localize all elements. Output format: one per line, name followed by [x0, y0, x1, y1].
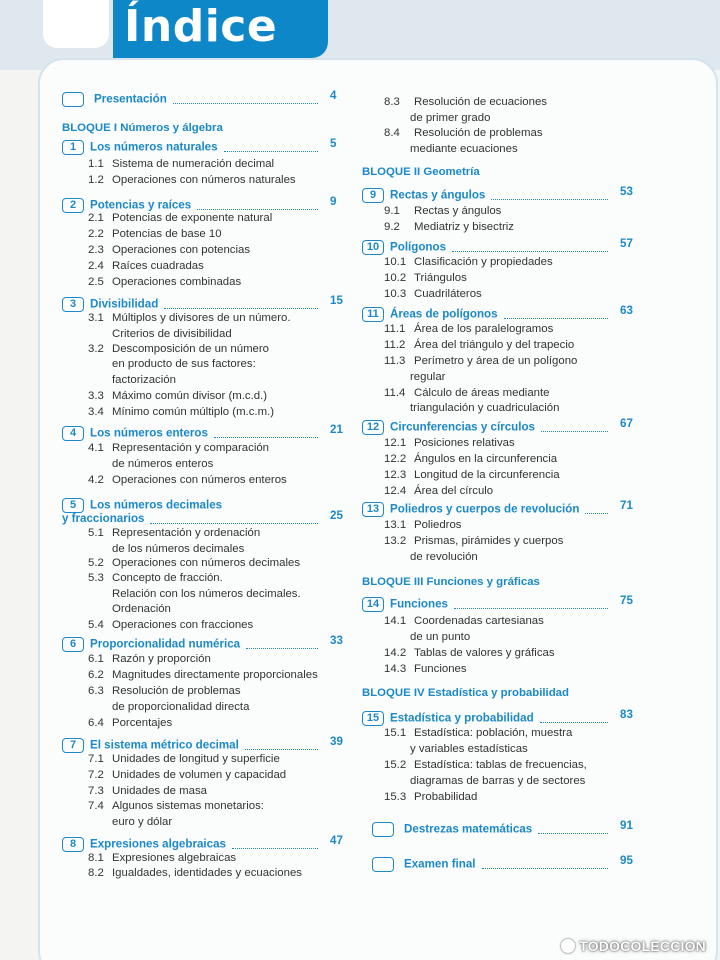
section-number: 2.2 — [88, 228, 104, 240]
section-number: 5.1 — [88, 527, 104, 539]
toc-section-continuation: de revolución — [410, 551, 478, 563]
toc-chapter-link[interactable] — [62, 512, 144, 525]
toc-section-continuation: Ordenación — [112, 603, 171, 615]
section-number: 13.2 — [384, 535, 407, 547]
section-title: Probabilidad — [414, 791, 478, 803]
section-number: 4.1 — [88, 442, 104, 454]
chapter-number-badge: 9 — [362, 188, 384, 203]
section-number: 3.4 — [88, 406, 104, 418]
page-number: 39 — [330, 735, 343, 748]
toc-section-continuation: mediante ecuaciones — [410, 143, 518, 155]
section-number: 6.4 — [88, 717, 104, 729]
toc-section — [384, 221, 514, 233]
section-title: Mediatriz y bisectriz — [414, 221, 515, 233]
toc-section — [384, 339, 574, 351]
section-title: Potencias de exponente natural — [112, 212, 273, 224]
toc-section — [88, 343, 269, 355]
section-title: Prismas, pirámides y cuerpos — [414, 535, 564, 547]
chapter-title: Los números enteros — [90, 426, 208, 440]
section-title: Sistema de numeración decimal — [112, 158, 275, 170]
section-title: Funciones — [414, 663, 467, 675]
section-title: Igualdades, identidades y ecuaciones — [112, 867, 302, 879]
section-title: Raíces cuadradas — [112, 260, 204, 272]
section-title: Perímetro y área de un polígono — [414, 355, 578, 367]
page-number: 75 — [620, 594, 633, 607]
section-title: Mínimo común múltiplo (m.c.m.) — [112, 406, 275, 418]
toc-section — [88, 276, 241, 288]
page-number: 71 — [620, 499, 633, 512]
leader-dots — [482, 868, 608, 869]
section-title: Concepto de fracción. — [112, 572, 223, 584]
toc-section — [384, 453, 557, 465]
chapter-number-badge: 14 — [362, 597, 384, 612]
section-title: Rectas y ángulos — [414, 205, 502, 217]
toc-chapter-link[interactable] — [62, 426, 208, 441]
section-number: 2.5 — [88, 276, 104, 288]
chapter-badge-empty — [372, 822, 394, 837]
leader-dots — [173, 103, 318, 104]
page-number: 15 — [330, 294, 343, 307]
section-number: 9.2 — [384, 221, 400, 233]
section-title: Unidades de volumen y capacidad — [112, 769, 287, 781]
toc-section-continuation: de un punto — [410, 631, 471, 643]
toc-chapter-link[interactable] — [62, 297, 158, 312]
section-number: 2.4 — [88, 260, 104, 272]
toc-section — [384, 615, 544, 627]
page-number: 95 — [620, 854, 633, 867]
section-title: Algunos sistemas monetarios: — [112, 800, 264, 812]
toc-section — [88, 390, 267, 402]
toc-section — [384, 791, 477, 803]
chapter-number-badge: 15 — [362, 711, 384, 726]
section-title: Área de los paralelogramos — [414, 323, 554, 335]
section-number: 10.3 — [384, 288, 407, 300]
chapter-number-badge: 4 — [62, 426, 84, 441]
section-title: Expresiones algebraicas — [112, 852, 237, 864]
toc-section-continuation: en producto de sus factores: — [112, 358, 256, 370]
bloque-heading: BLOQUE III Funciones y gráficas — [362, 576, 540, 588]
chapter-title: Destrezas matemáticas — [404, 822, 533, 836]
page-number: 21 — [330, 423, 343, 436]
leader-dots — [214, 437, 318, 438]
toc-section — [384, 437, 515, 449]
section-number: 7.3 — [88, 785, 104, 797]
section-title: Estadística: tablas de frecuencias, — [414, 759, 587, 771]
toc-section — [384, 663, 467, 675]
leader-dots — [452, 251, 608, 252]
section-title: Triángulos — [414, 272, 467, 284]
chapter-title: Los números naturales — [90, 140, 218, 154]
toc-section — [384, 469, 560, 481]
section-number: 14.3 — [384, 663, 407, 675]
page-title: Índice — [124, 1, 278, 52]
toc-chapter-link[interactable] — [62, 198, 191, 213]
chapter-title: Rectas y ángulos — [390, 188, 486, 202]
section-title: Operaciones con fracciones — [112, 619, 254, 631]
chapter-title: Áreas de polígonos — [390, 307, 498, 321]
watermark-text: TODOCOLECCION — [579, 938, 706, 954]
section-title: Coordenadas cartesianas — [414, 615, 544, 627]
toc-section — [88, 442, 269, 454]
leader-dots — [224, 151, 318, 152]
toc-section — [88, 653, 211, 665]
chapter-badge-empty — [372, 857, 394, 872]
chapter-title: Expresiones algebraicas — [90, 837, 226, 851]
section-title: Razón y proporción — [112, 653, 211, 665]
section-number: 6.1 — [88, 653, 104, 665]
chapter-number-badge: 12 — [362, 420, 384, 435]
chapter-title: Polígonos — [390, 240, 447, 254]
page-number: 9 — [330, 195, 337, 208]
section-number: 11.1 — [384, 323, 406, 335]
section-number: 4.2 — [88, 474, 104, 486]
header-tab — [43, 0, 109, 48]
toc-section — [384, 387, 550, 399]
section-title: Operaciones combinadas — [112, 276, 242, 288]
section-number: 10.2 — [384, 272, 407, 284]
chapter-title: Examen final — [404, 857, 476, 871]
section-title: Operaciones con potencias — [112, 244, 251, 256]
chapter-badge-empty — [62, 92, 84, 107]
page-number: 4 — [330, 89, 337, 102]
section-number: 8.1 — [88, 852, 104, 864]
toc-section — [88, 572, 223, 584]
bloque-heading: BLOQUE I Números y álgebra — [62, 122, 223, 134]
watermark-logo-icon — [561, 939, 575, 953]
chapter-number-badge: 3 — [62, 297, 84, 312]
toc-section-continuation: de números enteros — [112, 458, 214, 470]
toc-section — [384, 96, 547, 108]
bloque-heading: BLOQUE II Geometría — [362, 166, 480, 178]
section-number: 14.1 — [384, 615, 407, 627]
section-title: Operaciones con números enteros — [112, 474, 287, 486]
toc-section — [384, 288, 482, 300]
section-title: Área del triángulo y del trapecio — [414, 339, 575, 351]
section-number: 8.2 — [88, 867, 104, 879]
page-number: 67 — [620, 417, 633, 430]
leader-dots — [245, 749, 318, 750]
page-number: 53 — [620, 185, 633, 198]
page-number: 57 — [620, 237, 633, 250]
section-number: 5.2 — [88, 557, 104, 569]
toc-chapter-link[interactable] — [362, 597, 448, 612]
section-number: 12.3 — [384, 469, 407, 481]
chapter-title: Estadística y probabilidad — [390, 711, 534, 725]
toc-section — [384, 127, 543, 139]
section-number: 3.1 — [88, 312, 104, 324]
toc-section — [88, 260, 204, 272]
section-number: 10.1 — [384, 256, 407, 268]
toc-section — [88, 228, 222, 240]
toc-section-continuation: Relación con los números decimales. — [112, 588, 301, 600]
toc-section-continuation: triangulación y cuadriculación — [410, 402, 560, 414]
leader-dots — [491, 199, 608, 200]
chapter-number-badge: 8 — [62, 837, 84, 852]
toc-section — [88, 158, 274, 170]
toc-section — [384, 535, 563, 547]
section-title: Resolución de ecuaciones — [414, 96, 547, 108]
toc-section — [88, 527, 260, 539]
toc-chapter-link[interactable] — [362, 307, 498, 322]
section-number: 5.4 — [88, 619, 104, 631]
toc-section — [384, 727, 572, 739]
section-title: Tablas de valores y gráficas — [414, 647, 555, 659]
toc-chapter-link[interactable] — [362, 711, 534, 726]
chapter-title: Circunferencias y círculos — [390, 420, 535, 434]
section-title: Resolución de problemas — [414, 127, 543, 139]
toc-section — [88, 867, 302, 879]
section-title: Descomposición de un número — [112, 343, 270, 355]
toc-chapter-link[interactable] — [62, 92, 167, 107]
toc-section — [88, 800, 264, 812]
toc-section — [88, 619, 253, 631]
leader-dots — [541, 431, 608, 432]
section-title: Longitud de la circunferencia — [414, 469, 560, 481]
toc-section — [88, 244, 250, 256]
chapter-number-badge: 2 — [62, 198, 84, 213]
leader-dots — [150, 523, 318, 524]
toc-section-continuation: de los números decimales — [112, 543, 245, 555]
section-number: 14.2 — [384, 647, 407, 659]
section-number: 9.1 — [384, 205, 400, 217]
chapter-title: Funciones — [390, 597, 448, 611]
section-number: 15.3 — [384, 791, 407, 803]
toc-chapter-link[interactable] — [362, 502, 579, 517]
leader-dots — [585, 513, 608, 514]
chapter-number-badge: 13 — [362, 502, 384, 517]
section-number: 5.3 — [88, 572, 104, 584]
toc-chapter-link[interactable] — [62, 498, 222, 513]
section-title: Operaciones con números decimales — [112, 557, 301, 569]
section-number: 3.3 — [88, 390, 104, 402]
chapter-title: Proporcionalidad numérica — [90, 637, 241, 651]
leader-dots — [197, 209, 318, 210]
section-number: 8.3 — [384, 96, 400, 108]
section-title: Máximo común divisor (m.c.d.) — [112, 390, 268, 402]
leader-dots — [164, 308, 318, 309]
toc-chapter-link[interactable] — [372, 822, 532, 837]
section-number: 6.2 — [88, 669, 104, 681]
toc-section — [88, 785, 207, 797]
section-title: Representación y ordenación — [112, 527, 261, 539]
bloque-heading: BLOQUE IV Estadística y probabilidad — [362, 687, 569, 699]
chapter-title: El sistema métrico decimal — [90, 738, 239, 752]
section-number: 11.2 — [384, 339, 406, 351]
toc-section — [384, 485, 493, 497]
toc-section — [88, 669, 318, 681]
section-number: 15.1 — [384, 727, 407, 739]
section-title: Unidades de masa — [112, 785, 207, 797]
toc-section — [88, 174, 296, 186]
toc-section-continuation: y variables estadísticas — [410, 743, 528, 755]
section-number: 2.1 — [88, 212, 104, 224]
toc-section — [384, 519, 462, 531]
section-title: Porcentajes — [112, 717, 173, 729]
toc-section — [384, 323, 553, 335]
toc-section-continuation: de proporcionalidad directa — [112, 701, 250, 713]
chapter-title: Presentación — [94, 92, 167, 106]
section-number: 1.1 — [88, 158, 104, 170]
toc-section-continuation: de primer grado — [410, 112, 491, 124]
section-number: 11.4 — [384, 387, 406, 399]
leader-dots — [246, 648, 318, 649]
toc-section — [88, 717, 172, 729]
toc-section-continuation: factorización — [112, 374, 176, 386]
section-number: 13.1 — [384, 519, 407, 531]
leader-dots — [540, 722, 608, 723]
toc-section — [88, 769, 286, 781]
leader-dots — [538, 833, 608, 834]
section-number: 12.2 — [384, 453, 407, 465]
section-number: 12.4 — [384, 485, 407, 497]
toc-chapter-link[interactable] — [362, 420, 535, 435]
section-number: 15.2 — [384, 759, 407, 771]
section-title: Área del círculo — [414, 485, 494, 497]
toc-section-continuation: euro y dólar — [112, 816, 173, 828]
section-number: 12.1 — [384, 437, 407, 449]
toc-section — [88, 406, 274, 418]
section-number: 3.2 — [88, 343, 104, 355]
toc-section — [88, 753, 280, 765]
toc-chapter-link[interactable] — [62, 637, 240, 652]
toc-section — [384, 205, 501, 217]
page-number: 47 — [330, 834, 343, 847]
chapter-title: Poliedros y cuerpos de revolución — [390, 502, 580, 516]
section-title: Poliedros — [414, 519, 462, 531]
section-title: Cálculo de áreas mediante — [414, 387, 550, 399]
chapter-title: Los números decimales — [90, 498, 223, 512]
section-title: Magnitudes directamente proporcionales — [112, 669, 318, 681]
section-title: Clasificación y propiedades — [414, 256, 553, 268]
toc-section — [88, 685, 241, 697]
section-number: 6.3 — [88, 685, 104, 697]
toc-section-continuation: regular — [410, 371, 446, 383]
toc-chapter-link[interactable] — [372, 857, 476, 872]
section-title: Estadística: población, muestra — [414, 727, 573, 739]
section-number: 2.3 — [88, 244, 104, 256]
section-title: Ángulos en la circunferencia — [414, 453, 558, 465]
toc-chapter-link[interactable] — [362, 240, 446, 255]
section-title: Resolución de problemas — [112, 685, 241, 697]
section-title: Representación y comparación — [112, 442, 270, 454]
toc-section-continuation: diagramas de barras y de sectores — [410, 775, 586, 787]
toc-section — [384, 647, 555, 659]
section-number: 7.1 — [88, 753, 104, 765]
page-number: 63 — [620, 304, 633, 317]
page-number: 83 — [620, 708, 633, 721]
section-title: Operaciones con números naturales — [112, 174, 296, 186]
leader-dots — [504, 318, 608, 319]
leader-dots — [232, 848, 318, 849]
section-number: 1.2 — [88, 174, 104, 186]
chapter-number-badge: 6 — [62, 637, 84, 652]
section-title: Múltiplos y divisores de un número. — [112, 312, 291, 324]
chapter-number-badge: 5 — [62, 498, 84, 513]
section-number: 11.3 — [384, 355, 406, 367]
toc-section — [88, 852, 236, 864]
toc-section — [384, 355, 577, 367]
toc-chapter-link[interactable] — [62, 837, 226, 852]
section-number: 7.4 — [88, 800, 104, 812]
chapter-number-badge: 11 — [362, 307, 384, 322]
toc-section — [88, 312, 291, 324]
chapter-number-badge: 7 — [62, 738, 84, 753]
toc-section — [384, 272, 467, 284]
section-number: 8.4 — [384, 127, 400, 139]
toc-chapter-link[interactable] — [62, 140, 218, 155]
section-title: Posiciones relativas — [414, 437, 515, 449]
toc-section — [88, 212, 272, 224]
toc-section — [88, 474, 287, 486]
toc-section — [384, 759, 587, 771]
chapter-number-badge: 1 — [62, 140, 84, 155]
section-number: 7.2 — [88, 769, 104, 781]
page-number: 5 — [330, 137, 337, 150]
page-number: 25 — [330, 509, 343, 522]
toc-chapter-link[interactable] — [362, 188, 485, 203]
toc-section-continuation: Criterios de divisibilidad — [112, 328, 232, 340]
chapter-title: Potencias y raíces — [90, 198, 192, 212]
toc-section — [384, 256, 553, 268]
page-number: 91 — [620, 819, 633, 832]
toc-chapter-link[interactable] — [62, 738, 239, 753]
leader-dots — [454, 608, 608, 609]
section-title: Unidades de longitud y superficie — [112, 753, 280, 765]
section-title: Potencias de base 10 — [112, 228, 222, 240]
page-number: 33 — [330, 634, 343, 647]
chapter-title: Divisibilidad — [90, 297, 159, 311]
toc-section — [88, 557, 300, 569]
chapter-number-badge: 10 — [362, 240, 384, 255]
chapter-title: y fraccionarios — [62, 512, 145, 525]
watermark — [561, 938, 706, 954]
section-title: Cuadriláteros — [414, 288, 482, 300]
